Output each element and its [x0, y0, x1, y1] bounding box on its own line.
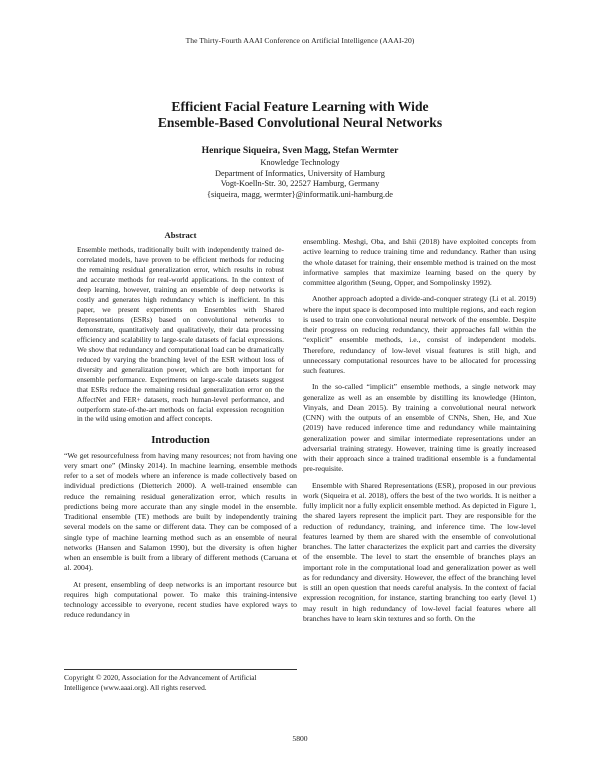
- conference-header: The Thirty-Fourth AAAI Conference on Artificial Intelligence (AAAI-20): [185, 36, 415, 45]
- copyright-line-1: Copyright © 2020, Association for the Advancement of Artificial: [64, 673, 257, 682]
- author-block: [0, 145, 600, 200]
- author-emails: {siqueira, magg, wermter}@informatik.uni-hamburg.de: [207, 189, 393, 199]
- page-number: 5800: [292, 734, 308, 743]
- right-paragraph-3: In the so-called “implicit” ensemble methods, a single network may generalize as well as an ensemble by distilling its knowledge (Hinton, Vinyals, and Dean 2015). By training a convolutional neural network (CNN) with the outputs of an ensemble of CNNs, Shen, He, and Xue (2019) have reduced inference time and redundancy while maintaining generalization power and similar intermediate representations under an adversarial training strategy. However, training time is greatly increased with their approach since a trained traditional ensemble is a fundamental pre-requisite.: [303, 382, 536, 474]
- affiliation-group: Knowledge Technology: [260, 158, 340, 167]
- copyright-divider: [64, 669, 297, 670]
- abstract-heading: Abstract: [164, 230, 197, 240]
- introduction-heading: Introduction: [151, 434, 210, 447]
- intro-paragraph-2: At present, ensembling of deep networks is an important resource but requires high computational power. To make this training-intensive technology accessible to everyone, recent studies have explored ways to reduce redundancy in: [64, 579, 297, 620]
- paper-title: [0, 99, 600, 131]
- abstract-body: Ensemble methods, traditionally built with independently trained de-correlated models, have proven to be efficient methods for reducing the remaining residual generalization error, which results in robust and accurate methods for real-world applications. In the context of deep learning, however, training an ensemble of deep networks is costly and generates high redundancy which is inefficient. In this paper, we present experiments on Ensembles with Shared Representations (ESRs) based on convolutional networks to demonstrate, quantitatively and qualitatively, their data processing efficiency and scalability to large-scale datasets of facial expressions. We show that redundancy and computational load can be dramatically reduced by varying the branching level of the ESR without loss of diversity and generalization power, which are both important for ensemble performance. Experiments on large-scale datasets suggest that ESRs reduce the remaining residual generalization error on the AffectNet and FER+ datasets, reach human-level performance, and outperform state-of-the-art methods on facial expression recognition in the wild using emotion and affect concepts.: [77, 245, 284, 424]
- right-paragraph-2: Another approach adopted a divide-and-conquer strategy (Li et al. 2019) where the input space is decomposed into multiple regions, and each region is used to train one convolutional neural network of the ensemble. Despite their progress on reducing redundancy, their approaches fall within the “explicit” ensemble methods, i.e., consist of independent models. Therefore, redundancy of low-level visual features is still high, and unnecessary computational resources have to be allocated for processing such features.: [303, 294, 536, 375]
- author-names: Henrique Siqueira, Sven Magg, Stefan Wermter: [201, 145, 399, 156]
- right-column: [303, 237, 536, 624]
- right-paragraph-4: Ensemble with Shared Representations (ESR), proposed in our previous work (Siqueira et al. 2018), offers the best of the two worlds. It is neither a fully implicit nor a fully explicit ensemble method. As depicted in Figure 1, the shared layers represent the implicit part. They are responsible for the reduction of redundancy, training, and inference time. The low-level features learned by them are shared with the ensemble of convolutional branches. The latter characterizes the explicit part and carries the diversity of the ensemble. The level to start the ensemble of branches plays an important role in the computational load and generalization power as well as for redundancy and diversity. However, the effect of the branching level is still an open question that needs careful analysis. In the context of facial expression recognition, for instance, starting branching too early (level 1) may result in high redundancy of low-level facial features where all branches have to learn skin textures and so forth. On the: [303, 480, 536, 623]
- title-line-2: Ensemble-Based Convolutional Neural Networks: [157, 115, 443, 130]
- left-column: [64, 230, 297, 621]
- affiliation-department: Department of Informatics, University of Hamburg: [215, 168, 385, 178]
- affiliation-address: Vogt-Koelln-Str. 30, 22527 Hamburg, Germany: [220, 179, 380, 189]
- title-line-1: Efficient Facial Feature Learning with Wide: [171, 99, 429, 114]
- intro-paragraph-1: “We get resourcefulness from having many resources; not from having one very smart one” (Minsky 2014). In machine learning, ensemble methods refer to a set of models where an inference is made collectively based on individual predictions (Dietterich 2000). A well-trained ensemble can reduce the remaining residual generalization error, which results in predictions being more accurate than any single model in the ensemble. Traditional ensemble (TE) methods are built by independently training several models on the same or different data. They can be composed of a single type of machine learning method such as an ensemble of neural networks (Hansen and Salamon 1990), but the diversity is often higher when an ensemble is built from a library of different methods (Caruana et al. 2004).: [64, 450, 297, 573]
- copyright-notice: [64, 669, 297, 693]
- copyright-line-2: Intelligence (www.aaai.org). All rights reserved.: [64, 683, 207, 692]
- right-paragraph-1: ensembling. Meshgi, Oba, and Ishii (2018) have exploited concepts from active learning to reduce training time and redundancy. Rather than using the whole dataset for training, their ensemble method is trained on the most informative samples that maximize learning based on the query by committee algorithm (Seung, Opper, and Sompolinsky 1992).: [303, 237, 536, 287]
